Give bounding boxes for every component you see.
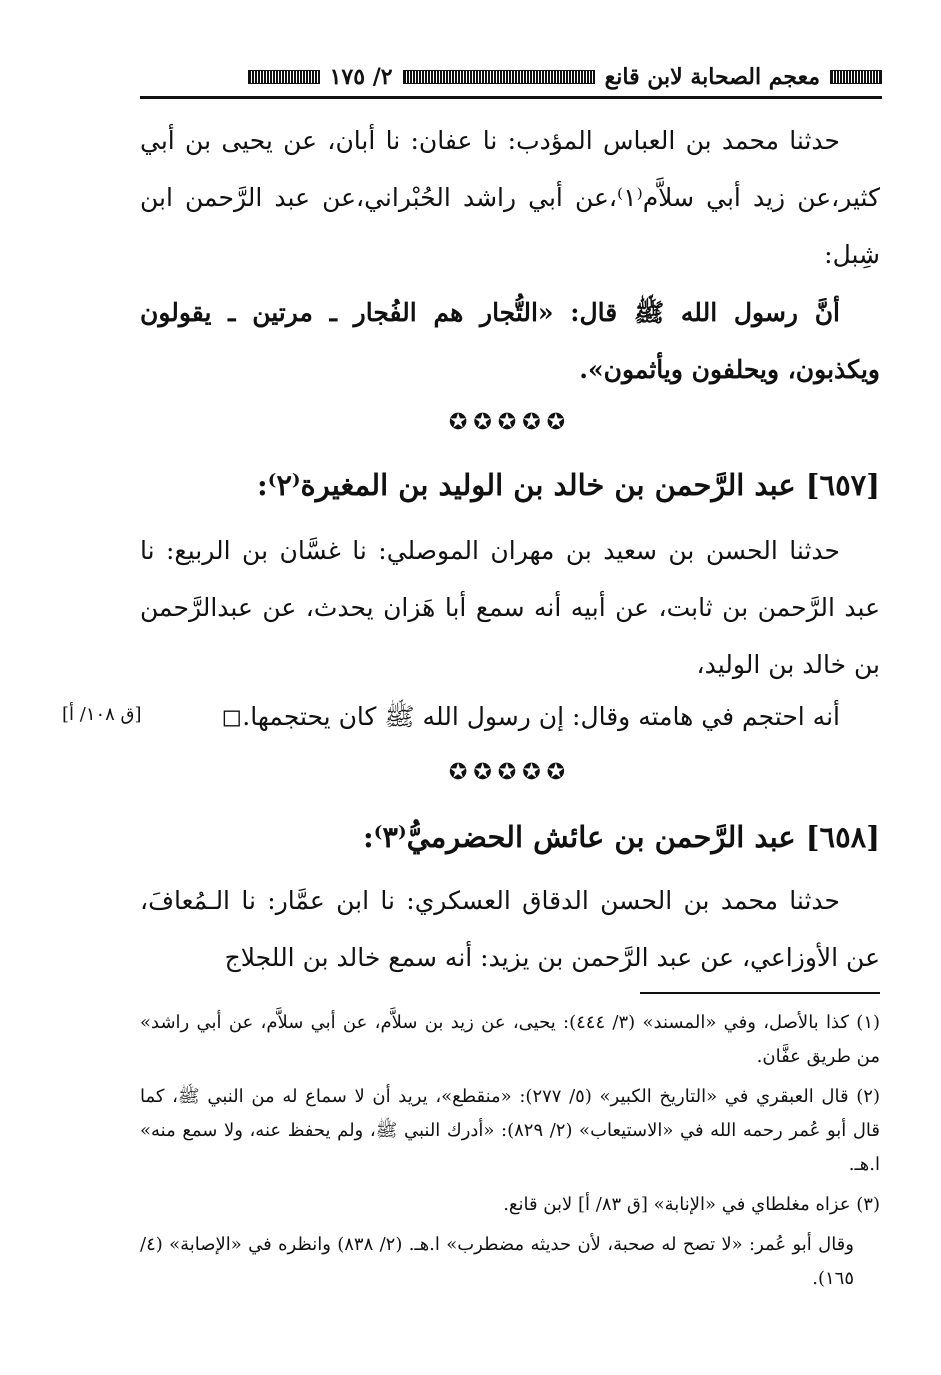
hadith-isnad-2: حدثنا الحسن بن سعيد بن مهران الموصلي: نا غسَّان بن الربيع: نا عبد الرَّحمن بن ثابت، عن أبيه أنه سمع أبا هَزان يحدث، عن عبدالرَّحمن بن خالد بن الوليد، xyxy=(140,536,880,679)
running-header xyxy=(140,62,882,92)
entry-heading-658: [٦٥٨] عبد الرَّحمن بن عائش الحضرميُّ⁽٣⁾: xyxy=(363,820,880,854)
footnotes xyxy=(140,1006,880,1302)
hadith-matn-1: أنَّ رسول الله ﷺ قال: «التُّجار هم الفُجار ـ مرتين ـ يقولون ويكذبون، ويحلفون ويأثمون». xyxy=(140,298,880,384)
footnote-rule xyxy=(640,992,880,994)
footnote-3-continued: وقال أبو عُمر: «لا تصح له صحبة، لأن حديثه مضطرب» ا.هـ. (٢/ ٨٣٨) وانظره في «الإصابة» (٤/ ١٦٥). xyxy=(140,1234,854,1289)
footnote-3: (٣) عزاه مغلطاي في «الإنابة» [ق ٨٣/ أ] لابن قانع. xyxy=(503,1194,880,1215)
footnote-2: (٢) قال العبقري في «التاريخ الكبير» (٥/ ٢٧٧): «منقطع»، يريد أن لا سماع له من النبي ﷺ، كما قال أبو عُمر رحمه الله في «الاستيعاب» (٢/ ٨٢٩): «أدرك النبي ﷺ، ولم يحفظ عنه، ولا سمع منه» ا.هـ. xyxy=(140,1086,880,1175)
hadith-isnad-3: حدثنا محمد بن الحسن الدقاق العسكري: نا ابن عمَّار: نا الـمُعافَ، عن الأوزاعي، عن عبد الرَّحمن بن يزيد: أنه سمع خالد بن اللجلاج xyxy=(140,886,880,972)
header-rule xyxy=(140,96,882,99)
section-separator-2: ✪✪✪✪✪ xyxy=(448,760,572,785)
header-ornament-left xyxy=(248,70,320,84)
manuscript-folio-ref: [ق ١٠٨/ أ] xyxy=(62,704,142,725)
footnote-1: (١) كذا بالأصل، وفي «المسند» (٣/ ٤٤٤): يحيى، عن زيد بن سلاَّم، عن أبي سلاَّم، عن أبي راشد» من طريق عفَّان. xyxy=(140,1012,881,1067)
entry-heading-657: [٦٥٧] عبد الرَّحمن بن خالد بن الوليد بن المغيرة⁽٢⁾: xyxy=(257,468,880,502)
hadith-matn-2: أنه احتجم في هامته وقال: إن رسول الله ﷺ كان يحتجمها.◻ xyxy=(221,702,840,731)
header-ornament-right xyxy=(830,70,882,84)
header-ornament-middle xyxy=(403,70,595,84)
hadith-isnad-1: حدثنا محمد بن العباس المؤدب: نا عفان: نا أبان، عن يحيى بن أبي كثير،عن زيد أبي سلاَّم⁽١⁾،عن أبي راشد الحُبْراني،عن عبد الرَّحمن ابن شِبل: xyxy=(140,126,880,269)
volume-page-number: ٢/ ١٧٥ xyxy=(329,64,393,90)
section-separator-1: ✪✪✪✪✪ xyxy=(448,410,572,435)
book-title: معجم الصحابة لابن قانع xyxy=(604,64,820,90)
